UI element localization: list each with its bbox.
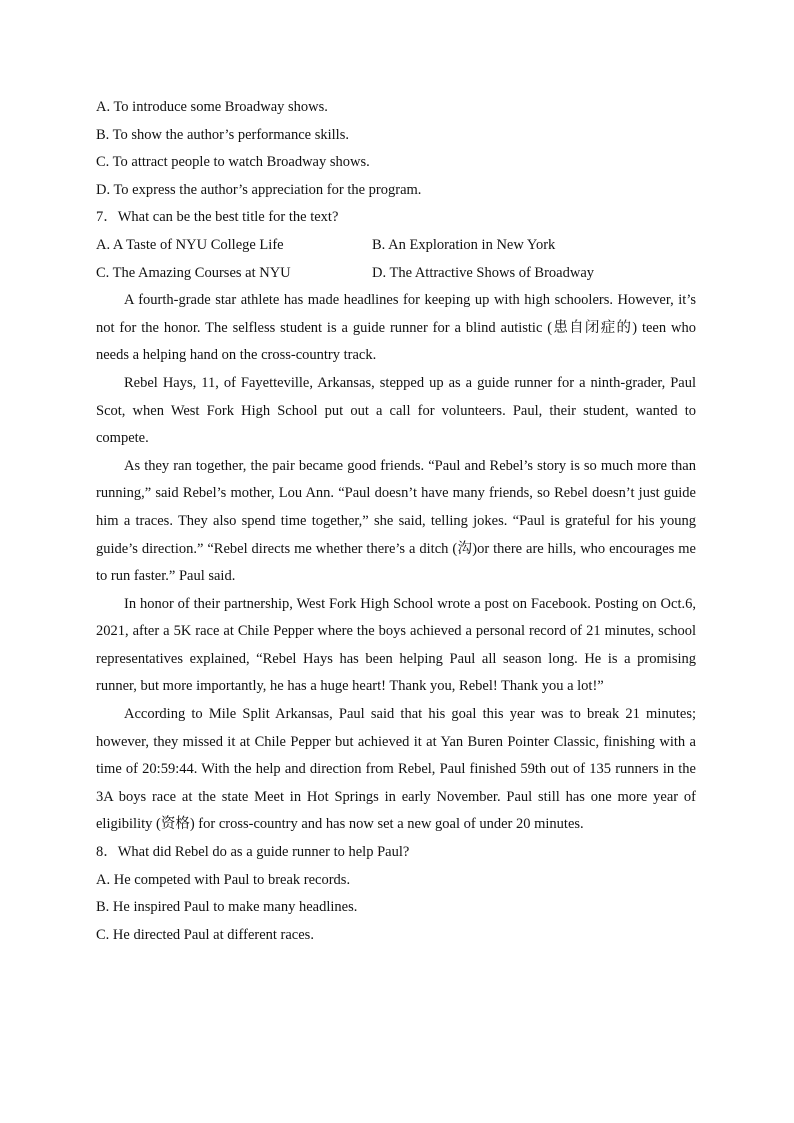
q8-option-a: A. He competed with Paul to break records. <box>96 871 351 888</box>
q7-option-b: B. An Exploration in New York <box>372 236 556 253</box>
passage-paragraph: A fourth-grade star athlete has made headlines for keeping up with high schoolers. However, it’s not for the honor. The selfless student is a guide runner for a blind autistic (患自闭症的) teen who needs a helping hand on the cross-country track. <box>96 292 696 364</box>
q6-option-a: A. To introduce some Broadway shows. <box>96 99 328 115</box>
q7-option-a: A. A Taste of NYU College Life <box>96 236 284 253</box>
q7-options-row-1 <box>96 232 696 260</box>
q6-option-c: C. To attract people to watch Broadway shows. <box>96 154 370 171</box>
q7-stem: 7．What can be the best title for the text? <box>96 209 339 226</box>
passage-paragraph: According to Mile Split Arkansas, Paul said that his goal this year was to break 21 minutes; however, they missed it at Chile Pepper but achieved it at Yan Buren Pointer Classic, finishing with a time of 20:59:44. With the help and direction from Rebel, Paul finished 59th out of 135 runners in the 3A boys race at the state Meet in Hot Springs in early November. Paul still has one more year of eligibility (资格) for cross-country and has now set a new goal of under 20 minutes. <box>96 706 696 833</box>
q7-option-c: C. The Amazing Courses at NYU <box>96 264 291 281</box>
passage-paragraph: As they ran together, the pair became good friends. “Paul and Rebel’s story is so much more than running,” said Rebel’s mother, Lou Ann. “Paul doesn’t have many friends, so Rebel doesn’t just guide him a traces. They also spend time together,” she said, telling jokes. “Paul is grateful for his young guide’s direction.” “Rebel directs me whether there’s a ditch (沟)or there are hills, who encourages me to run faster.” Paul said. <box>96 457 696 585</box>
q7-options-row-2 <box>96 260 696 288</box>
passage-paragraph: In honor of their partnership, West Fork High School wrote a post on Facebook. Posting on Oct.6, 2021, after a 5K race at Chile Pepper where the boys achieved a personal record of 21 minutes, school representatives explained, “Rebel Hays has been helping Paul all season long. He is a promising runner, but more importantly, he has a huge heart! Thank you, Rebel! Thank you a lot!” <box>96 595 696 695</box>
document-page <box>96 94 696 949</box>
q6-option-d: D. To express the author’s appreciation for the program. <box>96 181 422 198</box>
q8-option-b: B. He inspired Paul to make many headlines. <box>96 899 358 916</box>
passage-paragraph: Rebel Hays, 11, of Fayetteville, Arkansas, stepped up as a guide runner for a ninth-grader, Paul Scot, when West Fork High School put out a call for volunteers. Paul, their student, wanted to compete. <box>96 374 696 447</box>
q8-stem: 8．What did Rebel do as a guide runner to help Paul? <box>96 844 410 861</box>
q6-option-b: B. To show the author’s performance skills. <box>96 126 349 143</box>
q8-option-c: C. He directed Paul at different races. <box>96 926 314 943</box>
q7-option-d: D. The Attractive Shows of Broadway <box>372 264 595 281</box>
